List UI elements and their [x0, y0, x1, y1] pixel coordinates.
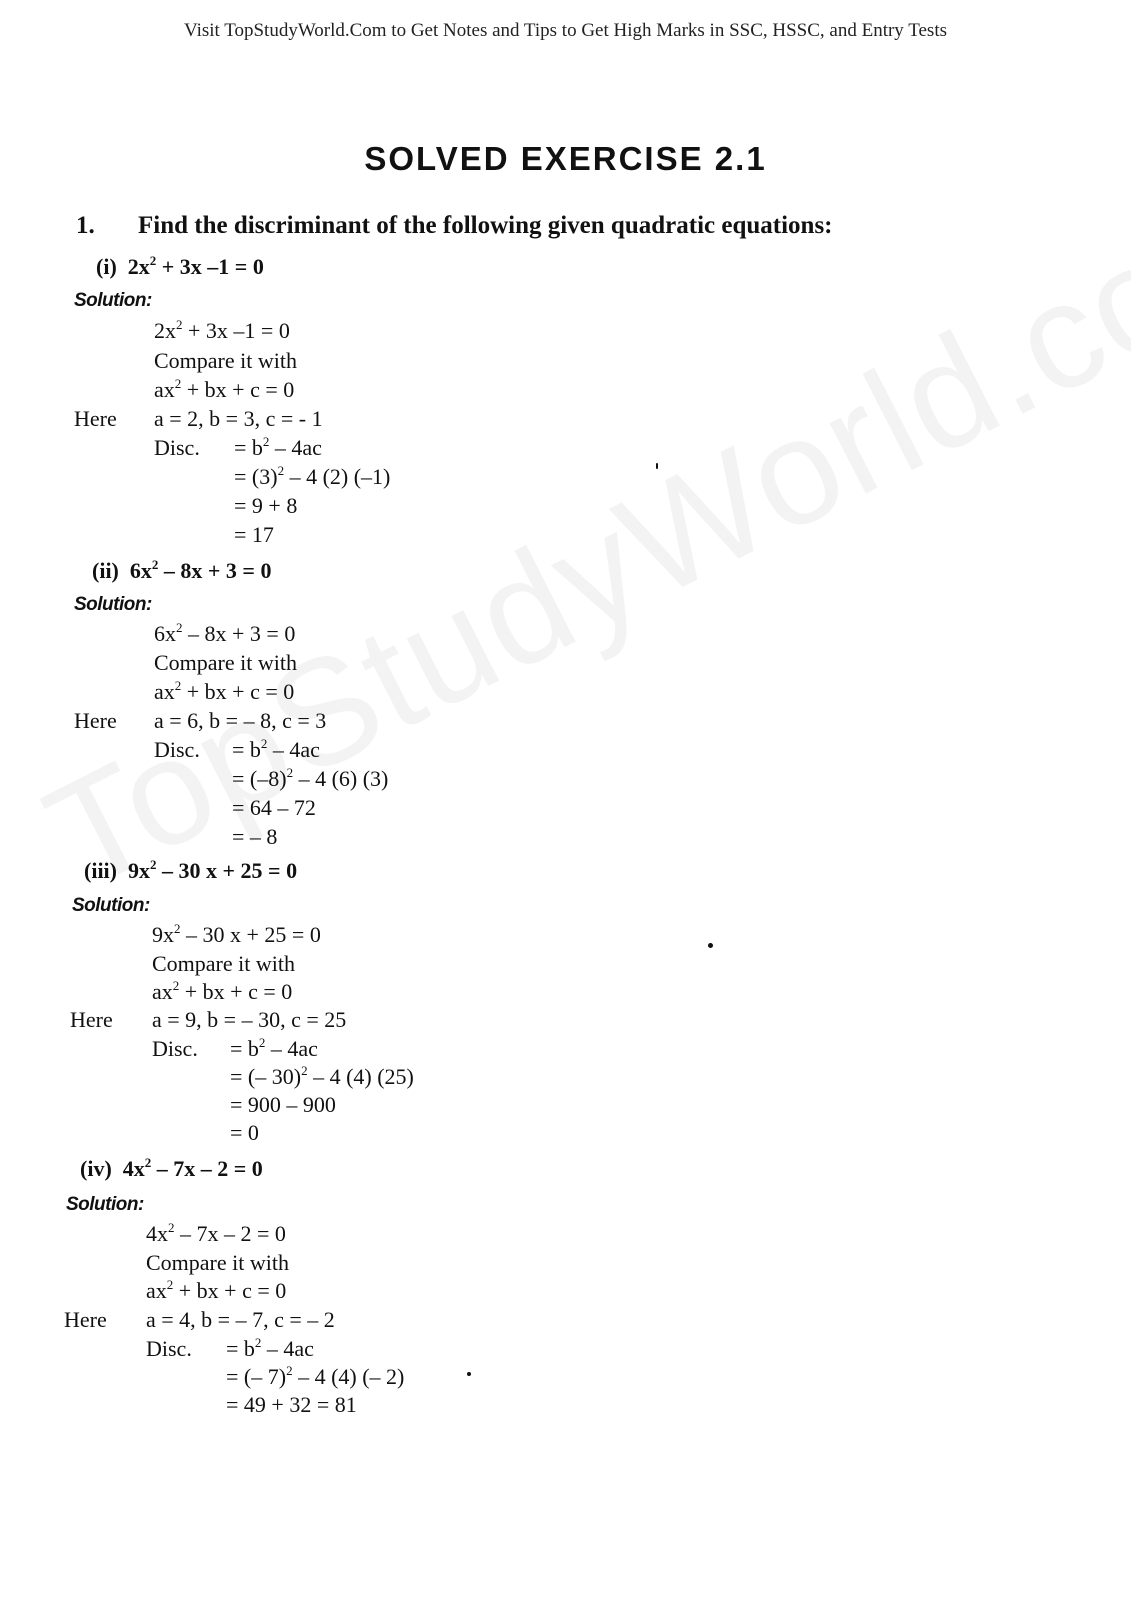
general-form: $ax^2$ + bx + c = 0 [154, 678, 295, 704]
coefficients: a = 9, b = – 30, c = 25 [152, 1007, 347, 1032]
equation-line: $4x^2 - 7x - 2 = 0$ [146, 1220, 286, 1246]
disc-step: = 0 [230, 1120, 259, 1145]
disc-step: = 9 + 8 [234, 493, 298, 518]
part-heading: (i) $2x^2 + 3x$ –1 = 0 [96, 253, 264, 279]
coefficients: a = 4, b = – 7, c = – 2 [146, 1307, 335, 1332]
disc-step: = $b^2 - 4ac$ [230, 1035, 318, 1061]
question-number: 1. [76, 212, 95, 239]
scan-speck [708, 943, 713, 948]
disc-step: = $b^2 - 4ac$ [232, 736, 320, 762]
part-heading: (ii) $6x^2 - 8x + 3 = 0$ [92, 557, 272, 583]
here-label: Here [74, 708, 117, 733]
general-form: $ax^2$ + bx + c = 0 [146, 1277, 287, 1303]
here-label: Here [70, 1007, 113, 1032]
disc-label: Disc. [154, 737, 200, 762]
solution-label: Solution: [74, 290, 152, 311]
page-title: SOLVED EXERCISE 2.1 [364, 140, 767, 177]
disc-label: Disc. [152, 1036, 198, 1061]
here-label: Here [64, 1307, 107, 1332]
site-banner: Visit TopStudyWorld.Com to Get Notes and Tips to Get High Marks in SSC, HSSC, and Entry Tests [183, 20, 947, 41]
disc-step: = (– 30)$^2$ – 4 (4) (25) [230, 1063, 414, 1089]
solution-label: Solution: [66, 1194, 144, 1215]
general-form: $ax^2$ + bx + c = 0 [154, 376, 295, 402]
compare-text: Compare it with [152, 951, 295, 976]
disc-step: = – 8 [232, 824, 278, 849]
disc-step: = 900 – 900 [230, 1092, 336, 1117]
scan-speck [467, 1372, 471, 1376]
disc-step: = (– 7)$^2$ – 4 (4) (– 2) [226, 1363, 405, 1389]
here-label: Here [74, 406, 117, 431]
question-text: Find the discriminant of the following given quadratic equations: [138, 212, 833, 239]
equation-line: $6x^2 - 8x + 3 = 0$ [154, 620, 296, 646]
disc-step: = 49 + 32 = 81 [226, 1392, 357, 1417]
part-heading: (iv) $4x^2 - 7x - 2 = 0$ [80, 1155, 263, 1181]
coefficients: a = 2, b = 3, c = - 1 [154, 406, 323, 431]
coefficients: a = 6, b = – 8, c = 3 [154, 708, 327, 733]
solution-label: Solution: [72, 895, 150, 916]
disc-step: = $(-8)^2 - 4$ (6) (3) [232, 765, 389, 791]
compare-text: Compare it with [146, 1250, 289, 1275]
solution-label: Solution: [74, 594, 152, 615]
disc-label: Disc. [154, 435, 200, 460]
part-heading: (iii) $9x^2 - 30$ x + 25 = 0 [84, 857, 298, 883]
scan-speck [656, 463, 658, 469]
equation-line: $2x^2 + 3x$ –1 = 0 [154, 317, 290, 343]
disc-step: = $b^2 - 4ac$ [234, 434, 322, 460]
disc-step: = $(3)^2 - 4$ (2) (–1) [234, 463, 391, 489]
disc-label: Disc. [146, 1336, 192, 1361]
general-form: $ax^2$ + bx + c = 0 [152, 978, 293, 1004]
compare-text: Compare it with [154, 650, 297, 675]
equation-line: $9x^2 - 30$ x + 25 = 0 [152, 921, 321, 947]
disc-step: = $b^2 - 4ac$ [226, 1335, 314, 1361]
disc-step: = 17 [234, 522, 274, 547]
compare-text: Compare it with [154, 348, 297, 373]
disc-step: = 64 – 72 [232, 795, 316, 820]
